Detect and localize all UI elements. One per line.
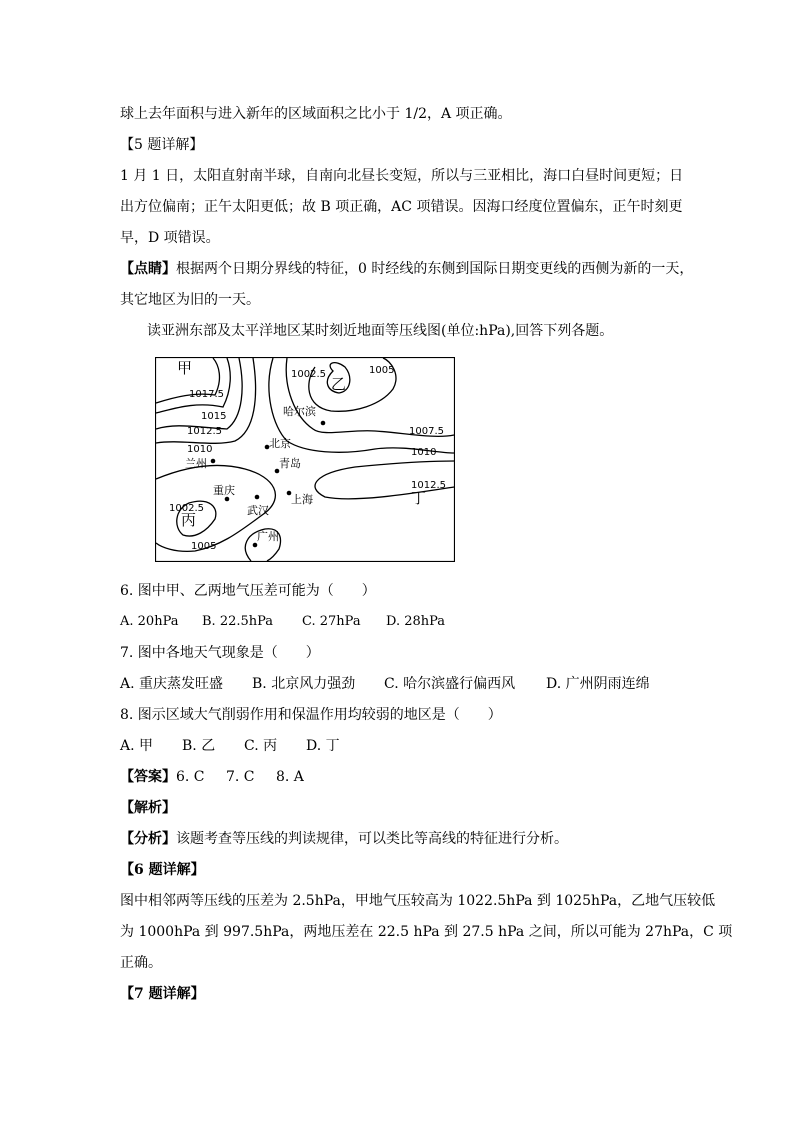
label-1010-right: 1010 (411, 447, 437, 458)
answer-6: 6. C (176, 769, 205, 785)
label-1002-5-bing: 1002.5 (169, 503, 204, 514)
fenxi-line (120, 829, 568, 849)
city-qingdao: 青岛 (279, 457, 301, 470)
map-intro: 读亚洲东部及太平洋地区某时刻近地面等压线图(单位:hPa),回答下列各题。 (147, 323, 614, 339)
tip-tag: 【点睛】 (120, 261, 176, 277)
q6-option-c: C. 27hPa (302, 614, 361, 629)
harbin-dot (321, 421, 326, 426)
question-6-stem: 6. 图中甲、乙两地气压差可能为（ ） (120, 583, 376, 599)
fenxi-tag: 【分析】 (120, 831, 176, 847)
city-guangzhou: 广州 (257, 530, 279, 543)
label-1012-5-right: 1012.5 (411, 480, 446, 491)
q7-option-c: C. 哈尔滨盛行偏西风 (384, 676, 516, 692)
answer-tag: 【答案】 (120, 769, 176, 785)
label-1005-bottom: 1005 (191, 541, 217, 552)
q7-option-a: A. 重庆蒸发旺盛 (120, 676, 224, 692)
city-harbin: 哈尔滨 (283, 405, 316, 418)
question-7-stem: 7. 图中各地天气现象是（ ） (120, 645, 320, 661)
city-beijing: 北京 (269, 437, 291, 450)
q6-text-line-2: 为 1000hPa 到 997.5hPa，两地压差在 22.5 hPa 到 27.5 hPa 之间，所以可能为 27hPa，C 项 (120, 924, 733, 940)
label-1002-5-top: 1002.5 (291, 369, 326, 380)
q5-text-line-3: 早，D 项错误。 (120, 230, 220, 246)
lanzhou-dot (211, 459, 216, 464)
answer-line (120, 767, 304, 787)
q5-heading: 【5 题详解】 (120, 137, 204, 153)
city-lanzhou: 兰州 (185, 457, 207, 470)
q5-text-line-2: 出方位偏南；正午太阳更低；故 B 项正确，AC 项错误。因海口经度位置偏东，正午时刻更 (120, 199, 683, 215)
label-yi: 乙 (331, 375, 347, 393)
label-jia: 甲 (177, 359, 193, 377)
q7-heading: 【7 题详解】 (120, 986, 205, 1002)
q5-text-line-1: 1 月 1 日，太阳直射南半球，自南向北昼长变短，所以与三亚相比，海口白昼时间更短；日 (120, 168, 684, 184)
q6-option-b: B. 22.5hPa (202, 614, 274, 629)
q8-option-d: D. 丁 (306, 738, 340, 754)
question-6-options (120, 612, 445, 632)
analysis-title: 【解析】 (120, 800, 176, 816)
q6-option-d: D. 28hPa (386, 614, 446, 629)
q8-option-a: A. 甲 (120, 738, 154, 754)
label-1012-5-left: 1012.5 (187, 426, 222, 437)
city-wuhan: 武汉 (247, 504, 269, 517)
label-1007-5: 1007.5 (409, 426, 444, 437)
question-8-stem: 8. 图示区域大气削弱作用和保温作用均较弱的地区是（ ） (120, 707, 502, 723)
tip-line-1 (120, 259, 693, 279)
chongqing-dot (225, 497, 230, 502)
q7-option-b: B. 北京风力强劲 (252, 676, 356, 692)
paragraph-continuation: 球上去年面积与进入新年的区域面积之比小于 1/2，A 项正确。 (120, 106, 512, 122)
city-shanghai: 上海 (291, 493, 313, 506)
q6-option-a: A. 20hPa (120, 614, 179, 629)
isobar-map (155, 357, 455, 562)
fenxi-text: 该题考查等压线的判读规律，可以类比等高线的特征进行分析。 (176, 831, 568, 847)
label-ding: 丁 (411, 489, 427, 507)
label-1015: 1015 (201, 411, 227, 422)
label-1017-5: 1017.5 (189, 389, 224, 400)
q6-text-line-1: 图中相邻两等压线的压差为 2.5hPa，甲地气压较高为 1022.5hPa 到 1025hPa，乙地气压较低 (120, 893, 716, 909)
q8-option-b: B. 乙 (182, 738, 216, 754)
label-1010-left: 1010 (187, 444, 213, 455)
q7-option-d: D. 广州阴雨连绵 (546, 676, 650, 692)
q6-text-line-3: 正确。 (120, 955, 162, 971)
answer-7: 7. C (226, 769, 255, 785)
question-7-options (120, 674, 650, 694)
tip-text: 根据两个日期分界线的特征，0 时经线的东侧到国际日期变更线的西侧为新的一天， (176, 261, 694, 277)
guangzhou-dot (253, 543, 258, 548)
label-1005-top: 1005 (369, 365, 395, 376)
q8-option-c: C. 丙 (244, 738, 278, 754)
wuhan-dot (255, 495, 260, 500)
q6-heading: 【6 题详解】 (120, 862, 205, 878)
tip-line-2: 其它地区为旧的一天。 (120, 292, 260, 308)
label-bing: 丙 (181, 511, 197, 529)
answer-8: 8. A (276, 769, 304, 785)
question-8-options (120, 736, 340, 756)
city-chongqing: 重庆 (213, 484, 235, 497)
